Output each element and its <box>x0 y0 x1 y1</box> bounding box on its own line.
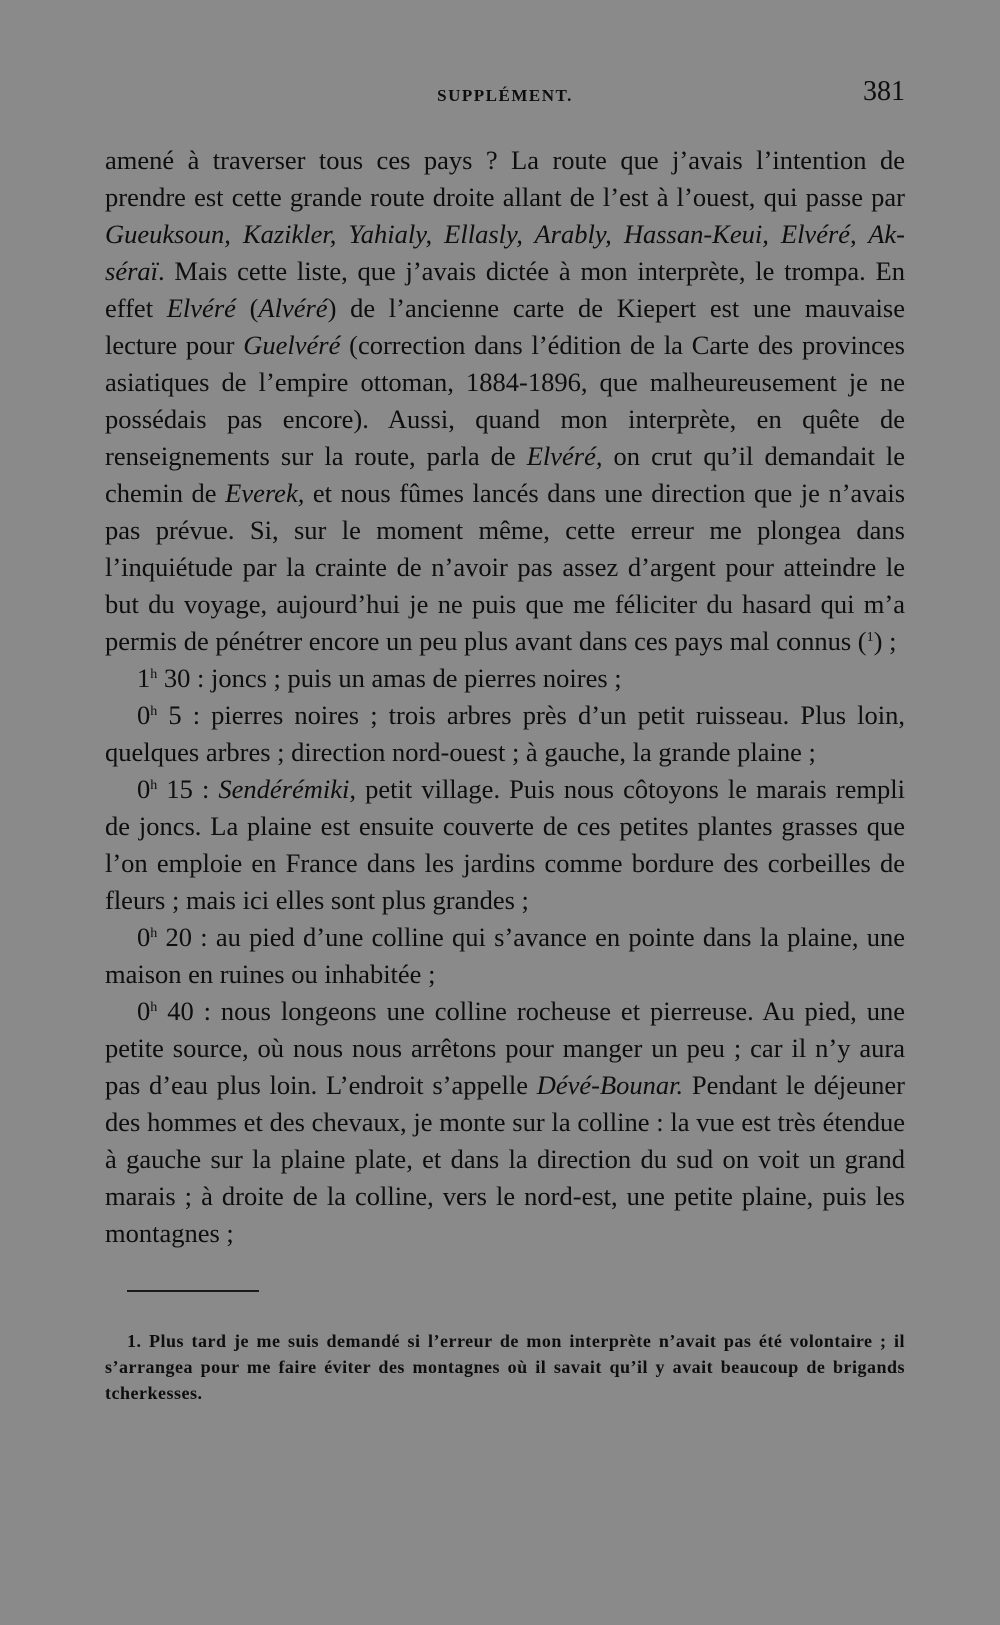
text-run: et nous fûmes lancés dans une direction que je n’avais pas prévue. Si, sur le moment même, cette erreur me plongea dans l’inquiétude par la crainte de n’avoir pas assez d’argent pour atteindre le but du voyage, aujourd’hui je ne puis que me féliciter du hasard qui m’a permis de pénétrer encore un peu plus avant dans ces pays mal connus ( <box>105 478 906 656</box>
italic-place-name: Guelvéré <box>243 330 341 360</box>
italic-place-name: Dévé-Bounar. <box>536 1070 684 1100</box>
text-run: (correction dans l’édition de la Carte des provinces asiatiques de l’empire ottoman, 1884-1896, que malheureusement je ne possédais pas encore). Aussi, quand mon interprète, en quête de renseignements sur la route, parla de <box>105 330 905 471</box>
text-run: ( <box>235 293 259 323</box>
italic-place-name: Everek, <box>225 478 305 508</box>
footnote-rule <box>127 1290 259 1292</box>
text-run: . Mais cette liste, que j’avais dictée à mon interprète, le trompa. En effet <box>105 256 905 323</box>
itinerary-entry <box>105 771 905 919</box>
text-run: 40 : nous longeons une colline rocheuse et pierreuse. Au pied, une petite source, où nous nous arrêtons pour manger un peu ; car il n’y aura pas d’eau plus loin. L’endroit s’appelle <box>105 996 905 1100</box>
superscript: h <box>150 778 158 793</box>
superscript: h <box>150 667 158 682</box>
text-run: 5 : pierres noires ; trois arbres près d’un petit ruisseau. Plus loin, quelques arbres ; direction nord-ouest ; à gauche, la grande plaine ; <box>105 700 905 767</box>
italic-place-name: Gueuksoun, Kazikler, Yahialy, Ellasly, Arably, Hassan-Keui, Elvéré, Ak-séraï <box>105 219 905 286</box>
text-run: amené à traverser tous ces pays ? La route que j’avais l’intention de prendre est cette grande route droite allant de l’est à l’ouest, qui passe par <box>105 145 905 212</box>
footnote: 1. Plus tard je me suis demandé si l’erreur de mon interprète n’avait pas été volontaire ; il s’arrangea pour me faire éviter des montagnes où il savait qu’il y avait beaucoup de brigands tcherkesses. <box>105 1331 905 1403</box>
body-text <box>105 142 905 1252</box>
text-run: 15 : <box>157 774 219 804</box>
text-run: 20 : au pied d’une colline qui s’avance en pointe dans la plaine, une maison en ruines ou inhabitée ; <box>105 922 905 989</box>
page-number: 381 <box>863 76 905 107</box>
superscript: 1 <box>866 630 874 645</box>
running-head: SUPPLÉMENT. <box>437 86 573 105</box>
text-run: petit village. Puis nous côtoyons le marais rempli de joncs. La plaine est ensuite couverte de ces petites plantes grasses que l’on emploie en France dans les jardins comme bordure des corbeilles de fleurs ; mais ici elles sont plus grandes ; <box>105 774 906 915</box>
text-run: 0 <box>137 922 151 952</box>
text-run: 0 <box>137 996 151 1026</box>
superscript: h <box>150 1000 158 1015</box>
itinerary-entry <box>105 660 905 697</box>
italic-place-name: Alvéré <box>258 293 328 323</box>
page-header <box>105 76 905 120</box>
superscript: h <box>150 926 158 941</box>
itinerary-entry <box>105 993 905 1252</box>
superscript: h <box>150 704 158 719</box>
text-run: ) ; <box>873 626 897 656</box>
body-paragraph <box>105 142 905 660</box>
text-run: ) de l’ancienne carte de Kiepert est une mauvaise lecture pour <box>105 293 905 360</box>
text-run: 0 <box>137 774 151 804</box>
itinerary-entry <box>105 697 905 771</box>
text-run: on crut qu’il demandait le chemin de <box>105 441 905 508</box>
italic-place-name: Elvéré, <box>526 441 603 471</box>
italic-place-name: Elvéré <box>166 293 236 323</box>
text-run: 0 <box>137 700 151 730</box>
text-run: Pendant le déjeuner des hommes et des chevaux, je monte sur la colline : la vue est très étendue à gauche sur la plaine plate, et dans la direction du sud on voit un grand marais ; à droite de la colline, vers le nord-est, une petite plaine, puis les montagnes ; <box>105 1070 905 1248</box>
italic-place-name: Sendérémiki, <box>218 774 357 804</box>
text-run: 1 <box>137 663 151 693</box>
itinerary-entry <box>105 919 905 993</box>
book-page <box>105 76 905 1406</box>
text-run: 30 : joncs ; puis un amas de pierres noires ; <box>157 663 622 693</box>
